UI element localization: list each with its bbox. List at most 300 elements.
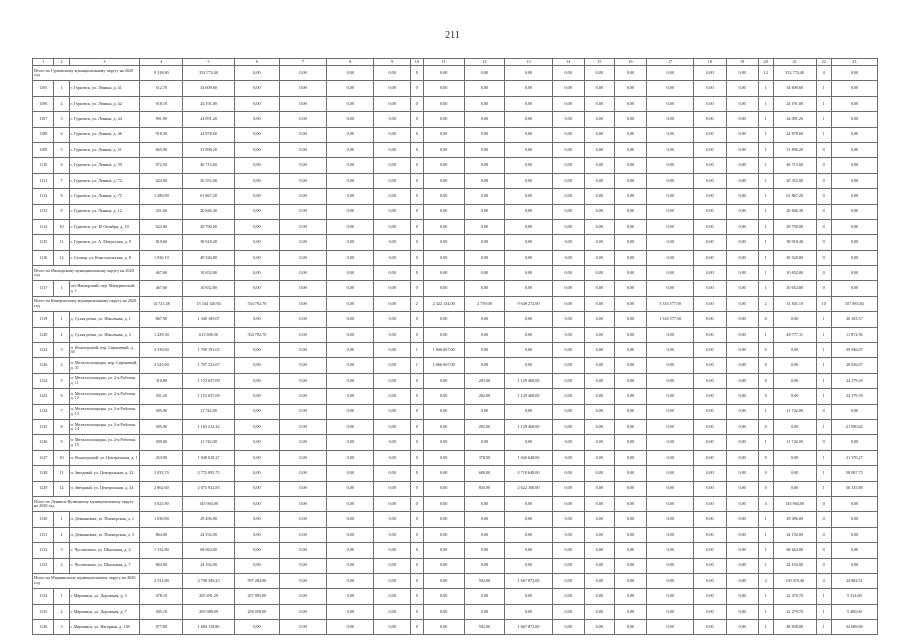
address-cell: п. Металлплощадка, ул. 2-я Рабочая, д. 11 — [69, 373, 140, 388]
table-cell: 24 191,00 — [773, 96, 816, 111]
table-cell: 0,00 — [726, 573, 758, 588]
table-cell: 1 048 018,27 — [183, 450, 235, 465]
table-cell: 1 — [758, 96, 773, 111]
table-cell: 0,00 — [279, 512, 326, 527]
table-cell: 0 — [410, 127, 423, 142]
table-cell: 0,00 — [505, 189, 552, 204]
table-cell: 24 179,39 — [831, 373, 877, 388]
table-cell: 0,00 — [279, 127, 326, 142]
table-cell: 0,00 — [464, 142, 505, 157]
column-number: 15 — [584, 59, 614, 66]
table-cell: 1 030,10 — [140, 250, 183, 265]
table-cell: 0,00 — [505, 81, 552, 96]
table-cell: 11 742,00 — [773, 435, 816, 450]
table-cell: 1 132,80 — [140, 543, 183, 558]
table-cell: 0,00 — [327, 327, 374, 342]
table-cell: 1 — [816, 604, 831, 619]
table-cell: 0,00 — [505, 250, 552, 265]
table-cell: 0,00 — [279, 389, 326, 404]
table-cell: 1115 — [33, 235, 54, 250]
table-cell: 0,00 — [552, 620, 584, 635]
table-cell: 0,00 — [694, 419, 726, 434]
table-cell: 1 — [816, 358, 831, 373]
table-cell: 0,00 — [694, 589, 726, 604]
table-row — [33, 142, 878, 157]
table-cell: 0,00 — [773, 481, 816, 496]
table-cell: 0,00 — [694, 235, 726, 250]
table-cell: 20 846,30 — [773, 204, 816, 219]
table-cell: 1 — [54, 589, 69, 604]
column-number: 13 — [505, 59, 552, 66]
table-cell: 0,00 — [831, 112, 877, 127]
table-cell: 0,00 — [694, 250, 726, 265]
table-cell: 0,00 — [374, 558, 411, 573]
table-cell: 1126 — [33, 358, 54, 373]
table-cell: 0,00 — [552, 573, 584, 588]
table-cell: 0,00 — [831, 81, 877, 96]
program-table — [32, 58, 878, 635]
table-cell: 0,00 — [694, 620, 726, 635]
table-cell: 0,00 — [505, 312, 552, 327]
table-cell: 0,00 — [464, 127, 505, 142]
table-cell: 0,00 — [773, 450, 816, 465]
table-cell: 0,00 — [584, 481, 614, 496]
table-cell: 623,00 — [140, 219, 183, 234]
column-number: 19 — [726, 59, 758, 66]
table-cell: 0,00 — [279, 419, 326, 434]
table-cell: 1134 — [33, 589, 54, 604]
table-cell: 0,00 — [647, 620, 694, 635]
table-cell: 0,00 — [726, 219, 758, 234]
table-cell: 0 — [410, 589, 423, 604]
table-cell: 0,00 — [423, 604, 464, 619]
table-cell: 1 — [816, 343, 831, 358]
table-cell: 0,00 — [726, 527, 758, 542]
table-cell: 1130 — [33, 512, 54, 527]
table-cell: 1 — [758, 527, 773, 542]
table-cell: 1 163 212,42 — [183, 419, 235, 434]
table-cell: 0,00 — [552, 142, 584, 157]
table-row — [33, 527, 878, 542]
table-cell: 0,00 — [327, 389, 374, 404]
table-cell: 0,00 — [279, 343, 326, 358]
table-cell: 0,00 — [831, 496, 877, 511]
table-cell: 0,00 — [423, 527, 464, 542]
table-cell: 2 798 349,23 — [183, 573, 235, 588]
table-cell: 0,00 — [234, 127, 279, 142]
table-cell: 0,00 — [726, 204, 758, 219]
table-cell: 0,00 — [647, 496, 694, 511]
table-cell: 2 — [54, 527, 69, 542]
table-cell: 0,00 — [726, 604, 758, 619]
table-cell: 4 — [54, 127, 69, 142]
table-cell: 0,00 — [374, 481, 411, 496]
table-cell: 615 608,56 — [183, 327, 235, 342]
table-cell: 0,00 — [374, 327, 411, 342]
table-cell: 0,00 — [647, 404, 694, 419]
table-cell: 0,00 — [234, 558, 279, 573]
column-number: 20 — [758, 59, 773, 66]
table-row — [33, 466, 878, 481]
table-cell: 0 — [816, 266, 831, 281]
table-cell: 0,00 — [694, 173, 726, 188]
table-cell: 1113 — [33, 204, 54, 219]
table-cell: 0,00 — [584, 189, 614, 204]
table-cell: 0 — [410, 496, 423, 511]
table-cell: 1 — [410, 343, 423, 358]
table-cell: 1 — [758, 250, 773, 265]
table-cell: 0,00 — [584, 358, 614, 373]
table-cell: 0,00 — [464, 358, 505, 373]
table-cell: 12 — [758, 66, 773, 81]
table-cell: 3 — [54, 112, 69, 127]
table-cell: 2 718 648,00 — [505, 466, 552, 481]
table-cell: 1 — [758, 604, 773, 619]
table-cell: 11 742,00 — [183, 435, 235, 450]
table-cell: 48 838,00 — [773, 620, 816, 635]
table-cell: 1 666 667,00 — [423, 358, 464, 373]
table-cell: 0,00 — [552, 96, 584, 111]
table-cell: 0,00 — [464, 327, 505, 342]
address-cell: г. Гурьевск, ул. Ленина, д. 75 — [69, 189, 140, 204]
table-cell: 0,00 — [726, 296, 758, 311]
address-cell: с. Чусовитино, ул. Школьная, д. 2 — [69, 543, 140, 558]
table-cell: 0,00 — [614, 281, 646, 296]
table-cell: 0,00 — [279, 435, 326, 450]
table-cell: 0,00 — [694, 96, 726, 111]
address-cell: п. Металлплощадка, ул. 2-я Рабочая, д. 15 — [69, 435, 140, 450]
table-cell: 0,00 — [234, 512, 279, 527]
table-cell: 0,00 — [552, 127, 584, 142]
table-cell: 0,00 — [279, 112, 326, 127]
table-cell: 0,00 — [234, 189, 279, 204]
table-cell: 0,00 — [614, 204, 646, 219]
table-cell: 0,00 — [279, 558, 326, 573]
table-cell: 0,00 — [505, 604, 552, 619]
table-cell: 0,00 — [647, 112, 694, 127]
table-cell: 20 352,00 — [773, 173, 816, 188]
table-cell: 1 030,80 — [140, 512, 183, 527]
address-cell: г. Гурьевск, ул. А. Матросова, д. 9 — [69, 235, 140, 250]
table-cell: 1 026 648,00 — [505, 450, 552, 465]
table-cell: 0,00 — [552, 435, 584, 450]
table-cell: 0,00 — [423, 281, 464, 296]
subtotal-row — [33, 296, 878, 311]
table-cell: 24 882,51 — [831, 573, 877, 588]
table-cell: 12 — [54, 250, 69, 265]
table-cell: 1 — [816, 112, 831, 127]
table-cell: 2 622 168,00 — [505, 481, 552, 496]
table-cell: 0,00 — [614, 435, 646, 450]
address-cell: п. Ясногорский, ул. Центральная, д. 1 — [69, 450, 140, 465]
table-cell: 0,00 — [234, 358, 279, 373]
table-cell: 864,00 — [140, 527, 183, 542]
table-cell: 11 742,00 — [183, 404, 235, 419]
table-cell: 0,00 — [374, 527, 411, 542]
table-cell: 0,00 — [552, 66, 584, 81]
table-cell: 5 — [54, 373, 69, 388]
address-cell: п. Металлплощадка, ул. 2-я Рабочая, д. 14 — [69, 419, 140, 434]
table-cell: 305,90 — [140, 404, 183, 419]
table-cell: 0,00 — [726, 404, 758, 419]
table-cell: 0,00 — [234, 404, 279, 419]
table-cell: 48 777,11 — [773, 327, 816, 342]
table-cell: 0,00 — [552, 558, 584, 573]
table-cell: 0,00 — [694, 404, 726, 419]
table-cell: 0,00 — [423, 204, 464, 219]
table-cell: 10 — [816, 296, 831, 311]
table-cell: 34 689,60 — [831, 620, 877, 635]
table-cell: 0,00 — [374, 373, 411, 388]
table-cell: 1 — [816, 389, 831, 404]
table-cell: 0,00 — [327, 573, 374, 588]
table-cell: 24 091,20 — [773, 112, 816, 127]
table-cell: 49 520,80 — [773, 250, 816, 265]
table-cell: 4 — [758, 496, 773, 511]
table-cell: 0 — [816, 435, 831, 450]
table-cell: 0,00 — [694, 204, 726, 219]
table-cell: 1 280,90 — [140, 189, 183, 204]
table-cell: 0,00 — [464, 312, 505, 327]
table-cell: 0,00 — [614, 543, 646, 558]
table-cell: 0,00 — [647, 81, 694, 96]
table-row — [33, 620, 878, 635]
table-cell: 10 — [54, 219, 69, 234]
table-cell: 0,00 — [584, 127, 614, 142]
table-cell: 597 284,00 — [234, 573, 279, 588]
table-cell: 0 — [816, 189, 831, 204]
address-cell: г. Гурьевск, ул. Ленина, д. 46 — [69, 127, 140, 142]
table-cell: 0,00 — [374, 142, 411, 157]
table-cell: 0 — [410, 327, 423, 342]
column-number: 10 — [410, 59, 423, 66]
table-row — [33, 543, 878, 558]
address-cell: д. Сухая речка, ул. Школьная, д. 1 — [69, 312, 140, 327]
table-cell: 0,00 — [584, 66, 614, 81]
table-cell: 61 867,20 — [183, 189, 235, 204]
table-cell: 1 429,30 — [140, 327, 183, 342]
table-cell: 0,00 — [423, 389, 464, 404]
table-cell: 0 — [816, 204, 831, 219]
table-cell: 0,00 — [423, 327, 464, 342]
table-cell: 0 — [410, 373, 423, 388]
table-cell: 0 — [410, 250, 423, 265]
table-cell: 0,00 — [505, 558, 552, 573]
table-cell: 5 480,00 — [831, 604, 877, 619]
table-cell: 0,00 — [694, 466, 726, 481]
table-cell: 0,00 — [327, 96, 374, 111]
subtotal-label: Итого по Ленинск-Кузнецкому муниципальному округу на 2020 год — [33, 496, 140, 511]
table-cell: 0 — [410, 173, 423, 188]
table-cell: 0,00 — [647, 373, 694, 388]
subtotal-label: Итого по Гурьевскому муниципальному округу на 2020 год — [33, 66, 140, 81]
table-cell: 1116 — [33, 250, 54, 265]
table-cell: 2 — [410, 296, 423, 311]
table-row — [33, 250, 878, 265]
table-cell: 554 792,70 — [234, 296, 279, 311]
table-cell: 0,00 — [584, 112, 614, 127]
table-cell: 1132 — [33, 543, 54, 558]
table-row — [33, 389, 878, 404]
table-cell: 20 846,30 — [183, 204, 235, 219]
table-cell: 9 — [54, 204, 69, 219]
table-cell: 0,00 — [279, 527, 326, 542]
table-cell: 2 — [54, 96, 69, 111]
table-cell: 0,00 — [505, 589, 552, 604]
table-cell: 0 — [816, 173, 831, 188]
table-cell: 1 — [816, 81, 831, 96]
table-cell: 1110 — [33, 158, 54, 173]
table-cell: 0 — [410, 235, 423, 250]
table-cell: 0,00 — [694, 481, 726, 496]
table-cell: 9 649 272,00 — [505, 296, 552, 311]
table-cell: 0 — [410, 189, 423, 204]
table-cell: 1 — [758, 589, 773, 604]
table-cell: 0,00 — [423, 466, 464, 481]
table-cell: 0,00 — [614, 343, 646, 358]
table-cell: 0,00 — [279, 466, 326, 481]
table-row — [33, 404, 878, 419]
table-cell: 0,00 — [726, 512, 758, 527]
table-cell: 1111 — [33, 173, 54, 188]
table-cell: 867,90 — [140, 312, 183, 327]
table-cell: 0,00 — [552, 189, 584, 204]
table-cell: 1122 — [33, 373, 54, 388]
table-cell: 0,00 — [234, 66, 279, 81]
table-cell: 0,00 — [694, 389, 726, 404]
table-cell: 0,00 — [584, 404, 614, 419]
table-row — [33, 112, 878, 127]
table-cell: 0,00 — [423, 450, 464, 465]
table-cell: 46 715,60 — [773, 158, 816, 173]
table-cell: 0,00 — [773, 312, 816, 327]
address-cell: г. Гурьевск, ул. Ленина, д. 41 — [69, 81, 140, 96]
table-cell: 0,00 — [423, 543, 464, 558]
table-cell: 309,00 — [140, 435, 183, 450]
table-cell: 0 — [758, 466, 773, 481]
address-cell: г. Мариинск, ул. Дорожная, д. 7 — [69, 604, 140, 619]
table-cell: 0 — [816, 512, 831, 527]
table-cell: 24 179,39 — [831, 389, 877, 404]
table-cell: 21 990,62 — [831, 419, 877, 434]
column-number: 18 — [694, 59, 726, 66]
table-cell: 0,00 — [423, 173, 464, 188]
table-cell: 1 — [758, 219, 773, 234]
table-cell: 0,00 — [647, 589, 694, 604]
table-cell: 0,00 — [374, 219, 411, 234]
address-cell: г. Гурьевск, ул. Ленина, д. 44 — [69, 112, 140, 127]
table-cell: 0,00 — [831, 404, 877, 419]
table-cell: 130 319,40 — [773, 573, 816, 588]
table-cell: 495,10 — [140, 604, 183, 619]
table-cell: 0,00 — [552, 219, 584, 234]
column-number: 3 — [69, 59, 140, 66]
table-cell: 1133 — [33, 558, 54, 573]
table-cell: 3 339,60 — [140, 343, 183, 358]
table-cell: 1114 — [33, 219, 54, 234]
table-cell: 20 352,00 — [183, 173, 235, 188]
table-cell: 0,00 — [374, 250, 411, 265]
table-cell: 0,00 — [552, 81, 584, 96]
table-cell: 0,00 — [614, 373, 646, 388]
table-cell: 1 — [758, 266, 773, 281]
table-cell: 0,00 — [584, 435, 614, 450]
table-cell: 0,00 — [831, 235, 877, 250]
table-cell: 1 — [816, 327, 831, 342]
address-cell: г. Гурьевск, ул. Ленина, д. 51 — [69, 142, 140, 157]
table-cell: 0,00 — [726, 543, 758, 558]
table-cell: 0,00 — [279, 96, 326, 111]
table-cell: 0,00 — [614, 158, 646, 173]
subtotal-row — [33, 266, 878, 281]
table-cell: 0,00 — [234, 543, 279, 558]
table-cell: 0,00 — [464, 558, 505, 573]
table-cell: 0,00 — [505, 142, 552, 157]
table-cell: 0,00 — [584, 496, 614, 511]
column-number: 1 — [33, 59, 54, 66]
table-cell: 0,00 — [584, 204, 614, 219]
table-cell: 0,00 — [464, 189, 505, 204]
table-cell: 0,00 — [234, 527, 279, 542]
table-cell: 0,00 — [614, 558, 646, 573]
table-cell: 0,00 — [374, 512, 411, 527]
table-cell: 0,00 — [726, 466, 758, 481]
table-cell: 0,00 — [584, 543, 614, 558]
address-cell: г. Мариинск, ул. Нагорная, д. 138 — [69, 620, 140, 635]
table-row — [33, 419, 878, 434]
table-cell: 1 153 637,09 — [183, 373, 235, 388]
table-cell: 0,00 — [647, 450, 694, 465]
table-row — [33, 512, 878, 527]
table-cell: 68 664,00 — [773, 543, 816, 558]
table-cell: 0 — [816, 558, 831, 573]
table-cell: 0,00 — [423, 235, 464, 250]
table-cell: 1 — [758, 189, 773, 204]
table-cell: 0,00 — [234, 466, 279, 481]
address-cell: г. Салаир, ул. Комсомольская, д. 8 — [69, 250, 140, 265]
table-cell: 12 — [54, 481, 69, 496]
table-cell: 0,00 — [694, 512, 726, 527]
table-cell: 0,00 — [464, 112, 505, 127]
table-cell: 2 — [54, 327, 69, 342]
table-cell: 0,00 — [464, 266, 505, 281]
table-cell: 0,00 — [584, 466, 614, 481]
table-cell: 2 772 095,75 — [183, 466, 235, 481]
table-cell: 0,00 — [552, 496, 584, 511]
table-cell: 0 — [410, 142, 423, 157]
table-cell: 0,00 — [374, 204, 411, 219]
table-cell: 0,00 — [552, 543, 584, 558]
table-cell: 0,00 — [694, 558, 726, 573]
table-cell: 0 — [410, 620, 423, 635]
column-number-row — [33, 59, 878, 66]
table-cell: 3 — [54, 543, 69, 558]
table-cell: 301,20 — [140, 389, 183, 404]
table-cell: 0 — [410, 466, 423, 481]
table-cell: 22 279,70 — [773, 604, 816, 619]
table-cell: 0,00 — [614, 389, 646, 404]
table-cell: 283,00 — [464, 419, 505, 434]
table-row — [33, 589, 878, 604]
table-cell: 0 — [410, 204, 423, 219]
table-cell: 0 — [410, 573, 423, 588]
table-cell: 0,00 — [234, 343, 279, 358]
table-cell: 0,00 — [552, 358, 584, 373]
table-row — [33, 127, 878, 142]
table-cell: 0,00 — [726, 589, 758, 604]
table-row — [33, 358, 878, 373]
table-cell: 0,00 — [552, 604, 584, 619]
